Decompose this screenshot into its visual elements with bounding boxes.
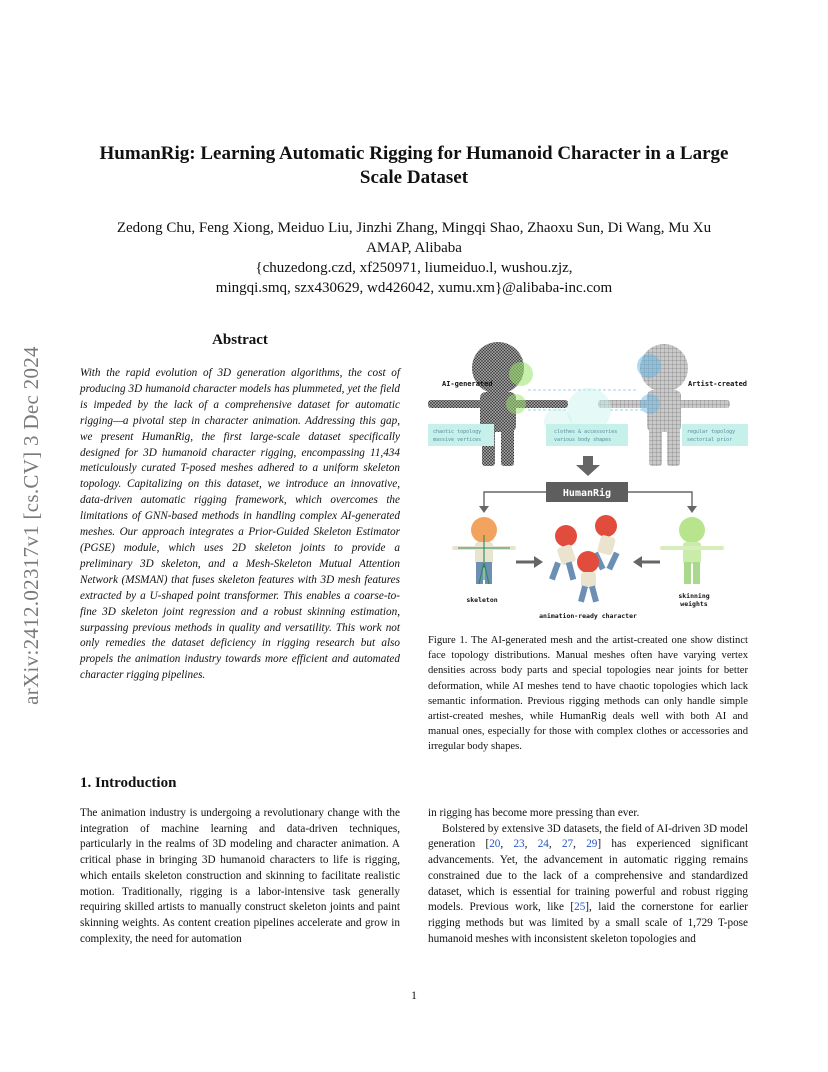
arrow-head-icon [687,506,697,513]
label-animation-ready: animation-ready character [539,612,637,620]
introduction-left-column: The animation industry is undergoing a revolutionary change with the integration of machine learning and data-driven techniques, particularly in the realms of 3D modeling and character animation. A critical phase in bringing 3D humanoid characters to life is rigging, which entails skeleton construction and skinning to facilitate realistic motion. Traditionally, rigging is a labor-intensive task generally requiring skilled artists to manually construct skeleton joints and paint skinning weights. As content creation pipelines accelerate and grow in complexity, the need for automation [80,807,400,945]
artist-created-mesh-figure [598,344,733,466]
arrow-right-icon [534,556,543,568]
abstract-text: With the rapid evolution of 3D generation algorithms, the cost of producing 3D humanoid character models has plummeted, yet the field is impeded by the lack of a comprehensive dataset for automatic rigging—a pivotal step in character animation. Addressing this gap, we present HumanRig, the first large-scale dataset specifically designed for 3D humanoid character rigging, encompassing 11,434 meticulously curated T-posed meshes adhered to a uniform skeleton topology. Capitalizing on this dataset, we introduce an innovative, data-driven automatic rigging framework, which overcomes the limitations of GNN-based methods in handling complex AI-generated meshes. Our approach integrates a Prior-Guided Skeleton Estimator (PGSE) module, which uses 2D skeleton joints to provide a preliminary 3D skeleton, and a Mesh-Skeleton Mutual Attention Network (MSMAN) that fuses skeleton features with 3D mesh features extracted by a U-shaped point transformer. This enables a coarse-to-fine 3D skeleton joint regression and a robust skinning estimation, surpassing previous methods in quality and versatility. This work not only remedies the dataset deficiency in rigging research but also propels the animation industry towards more efficient and automated character rigging pipelines. [80,367,400,682]
label-skinning: skinning [678,592,710,600]
label-skeleton: skeleton [466,596,498,604]
page-number: 1 [411,990,417,1002]
intro-text-segment: Bolstered by extensive 3D datasets, the field of AI-driven 3D model generation [ [428,822,748,851]
citation-link[interactable]: 25 [574,901,586,914]
arxiv-id: arXiv:2412.02317v1 [cs.CV] 3 Dec 2024 [18,345,43,705]
email-line-1: {chuzedong.czd, xf250971, liumeiduo.l, wushou.zjz, [255,260,573,276]
citation-link[interactable]: 23 [513,838,525,851]
down-arrow-icon [576,456,600,476]
skeleton-character [452,517,516,584]
ai-generated-mesh-figure [428,342,568,466]
figure-1-illustration [428,340,748,622]
author-block [80,218,748,298]
abstract-heading: Abstract [212,332,268,348]
box-text: various body shapes [554,437,612,443]
email-line-2: mingqi.smq, szx430629, wd426042, xumu.xm}@alibaba-inc.com [215,280,613,296]
branch-line [484,492,546,510]
affiliation: AMAP, Alibaba [366,240,462,256]
citation-link[interactable]: 27 [561,838,574,851]
figure-1-caption: Figure 1. The AI-generated mesh and the artist-created one show distinct face topology distributions. Manual meshes often have varying vertex densities across body parts and special topologies near joints for better deformation, while AI meshes tend to have chaotic topologies which lack semantic information. Previous rigging methods can only handle simple artist-created meshes, while HumanRig deals well with both AI and manual ones, especially for those with complex clothes or accessories and irregular body shapes. [428,635,748,753]
humanrig-banner-label: HumanRig [562,488,612,499]
introduction-right-column [428,806,748,947]
figure-1 [428,340,748,622]
arrow-head-icon [479,506,489,513]
label-artist-created: Artist-created [688,380,748,388]
box-text: clothes & accessories [554,429,618,435]
branch-line [628,492,692,510]
citation-link[interactable]: 29 [586,838,598,851]
paper-title: HumanRig: Learning Automatic Rigging for Humanoid Character in a Large Scale Dataset [99,143,729,188]
box-text: regular topology [687,429,736,435]
label-weights: weights [680,600,708,608]
box-text: massive vertices [433,437,482,443]
citation-link[interactable]: 20 [489,838,501,851]
arrow-left-icon [633,556,642,568]
intro-paragraph-continued: in rigging has become more pressing than ever. [428,807,640,819]
intro-text-segment: ] has experienced significant advancements. Yet, the advancement in automatic rigging remains constrained due to the lack of a comprehensive and standardized dataset, which is essential for training powerful and robust rigging models. Previous work, like [ [428,838,749,914]
box-text: chaotic topology [433,429,482,435]
intro-paragraph-2: Bolstered by extensive 3D datasets, the field of AI-driven 3D model generation [20, 23, 24, 27, 29] has experienced significant advancements. Yet, the advancement in automatic rigging remains constrained due to the lack of a comprehensive and standardized dataset, which is essential for training powerful and robust rigging models. Previous work, like [25], laid the cornerstone for earlier rigging methods but was limited by a small scale of 1,729 T-pose humanoid meshes with inconsistent skeleton topologies and [428,822,749,945]
author-names: Zedong Chu, Feng Xiong, Meiduo Liu, Jinzhi Zhang, Mingqi Shao, Zhaoxu Sun, Di Wang, Mu Xu [116,220,712,236]
animation-ready-characters [549,515,619,603]
intro-text-segment: ], laid the cornerstone for earlier rigging methods but was limited by a small scale of 1,729 T-pose humanoid meshes with inconsistent skeleton topologies and [428,901,748,945]
arxiv-stamp [14,290,48,760]
citation-link[interactable]: 24 [537,838,549,851]
box-text: sectorial prior [687,437,733,443]
label-ai-generated: AI-generated [442,380,493,388]
introduction-heading: 1. Introduction [80,775,177,791]
skinning-weights-character [660,517,724,584]
